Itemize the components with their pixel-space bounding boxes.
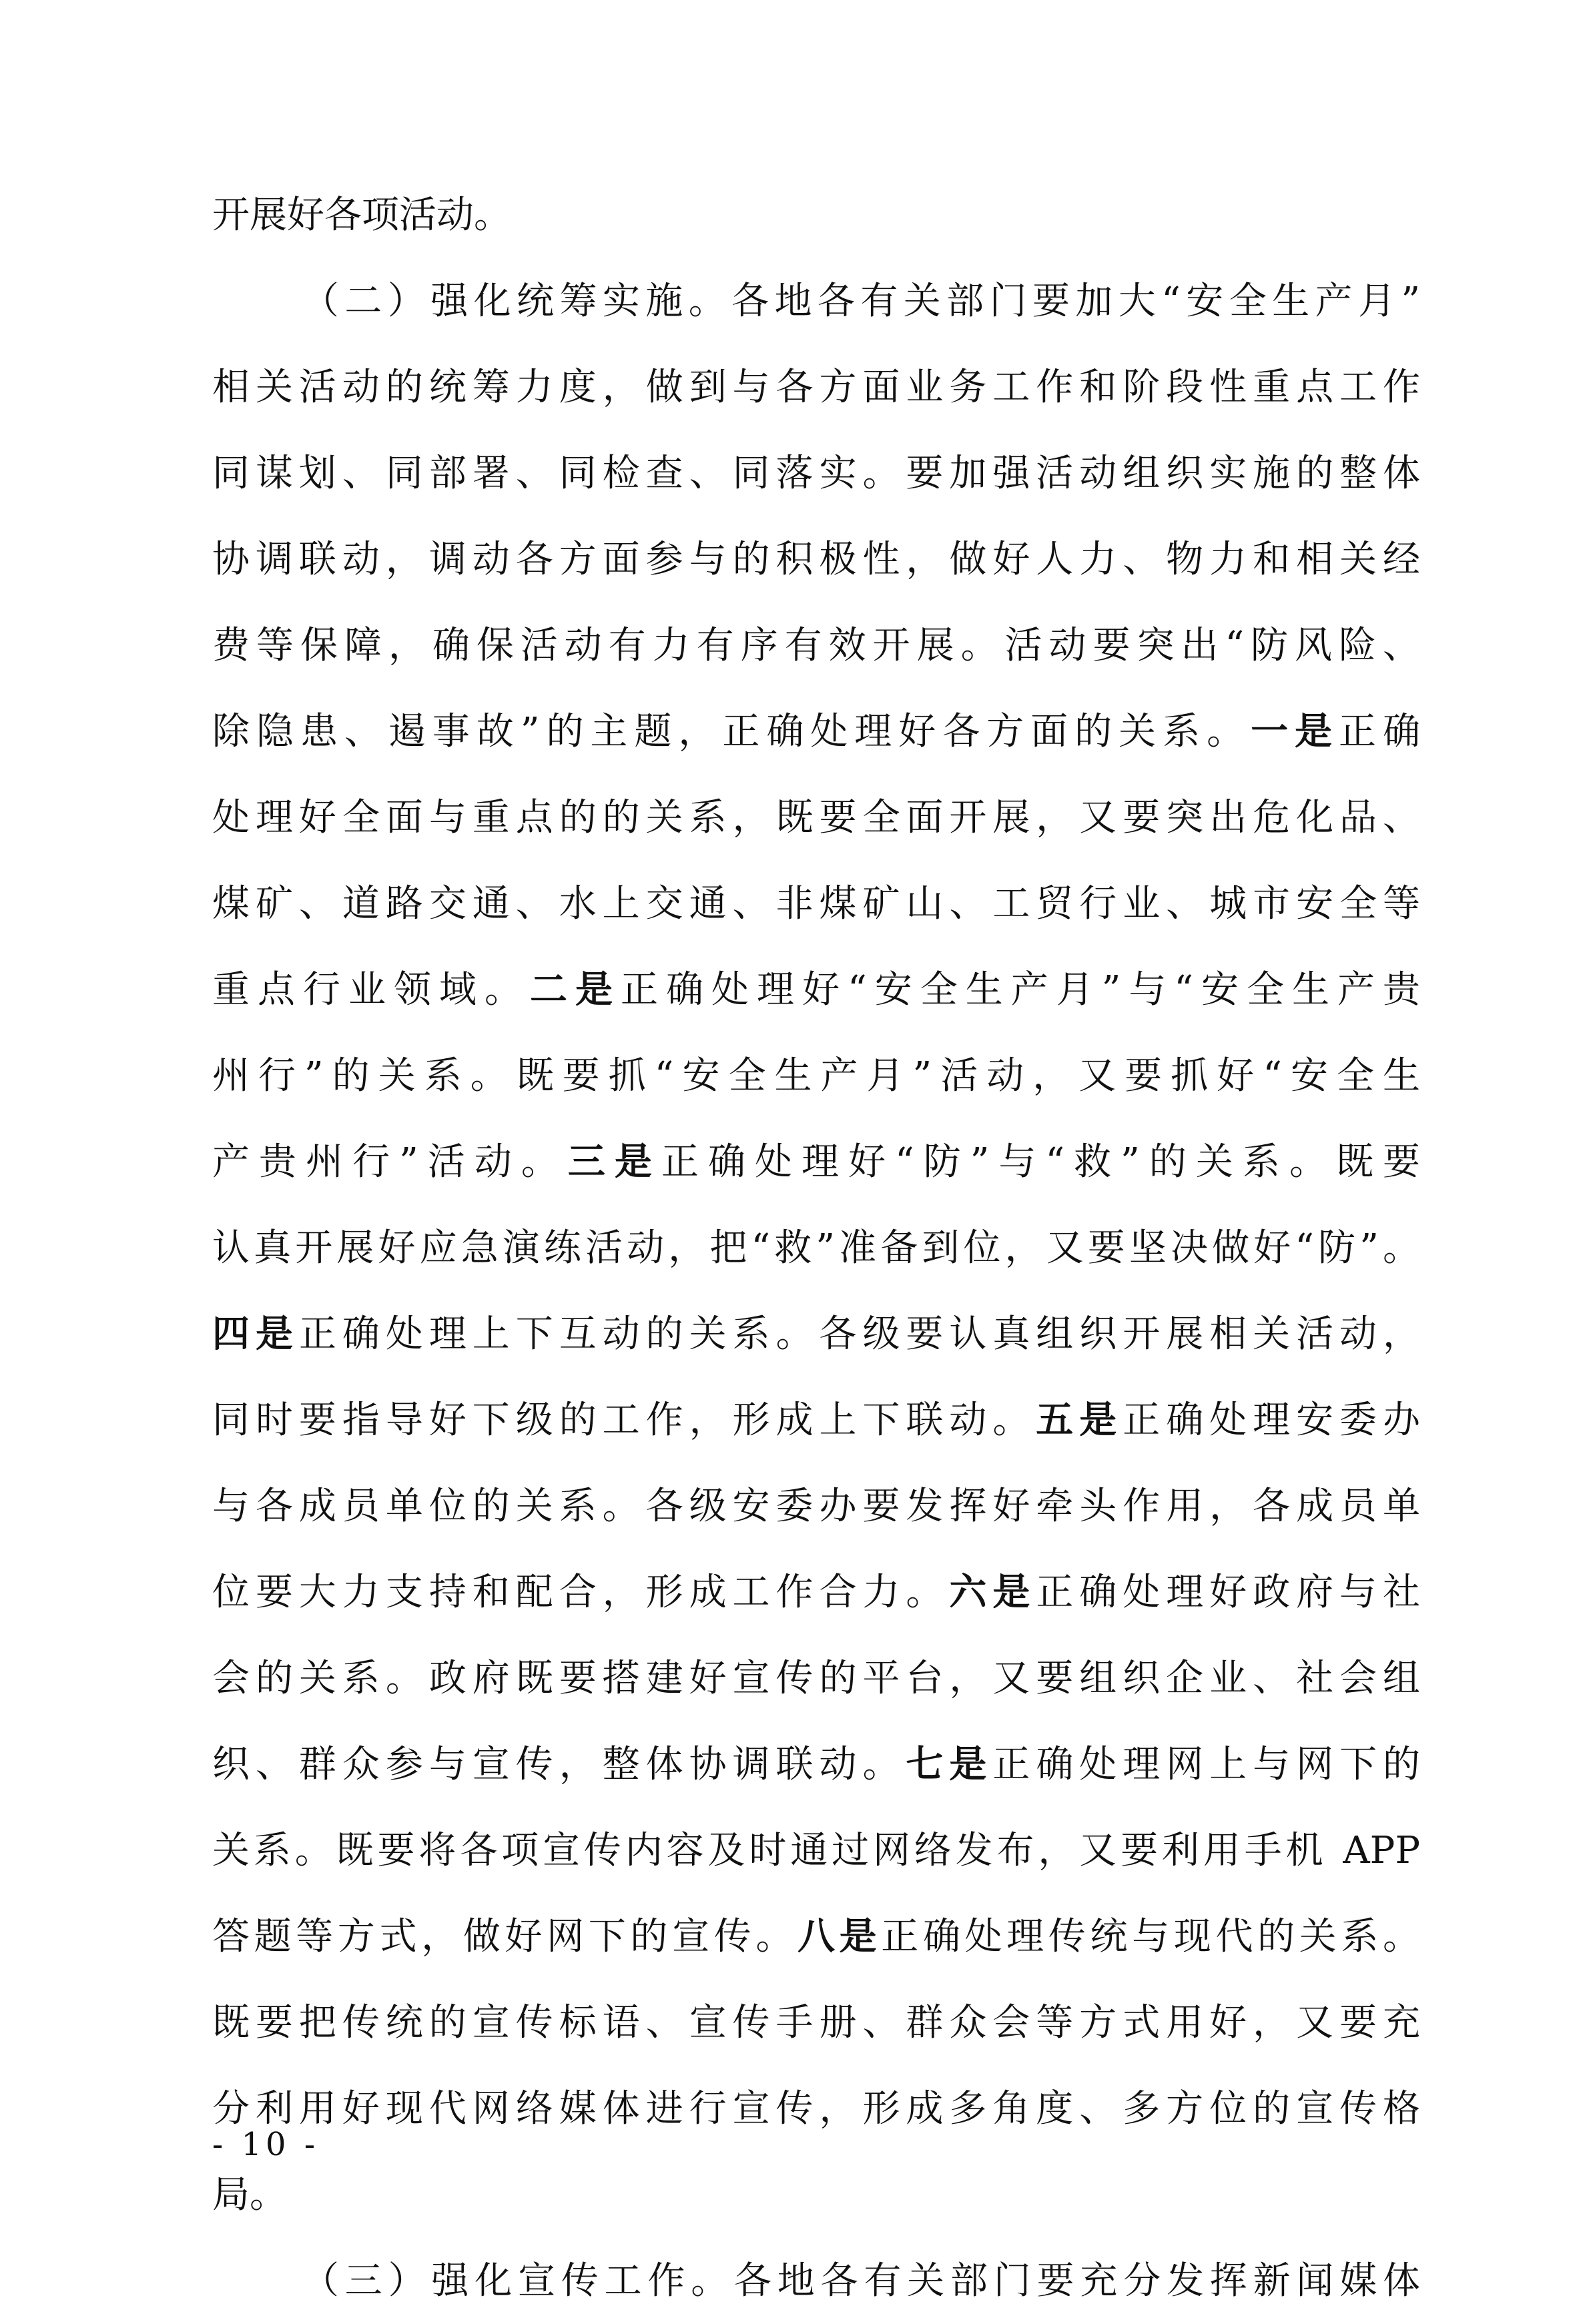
- text-segment: 认真开展好应急演练活动，把“救”准备到位，又要坚决做好“防”。: [212, 1226, 1421, 1270]
- text-segment: 答题等方式，做好网下的宣传。: [212, 1915, 798, 1958]
- text-line: [212, 689, 1420, 775]
- body-text: [212, 172, 1420, 2324]
- text-segment: 会的关系。政府既要搭建好宣传的平台，又要组织企业、社会组: [212, 1657, 1420, 1700]
- text-line: [212, 861, 1420, 947]
- bold-marker: 五是: [1036, 1399, 1123, 1442]
- text-line: [212, 430, 1420, 516]
- text-segment: 同谋划、同部署、同检查、同落实。要加强活动组织实施的整体: [212, 452, 1420, 495]
- text-line: [212, 172, 1420, 258]
- text-segment: 分利用好现代网络媒体进行宣传，形成多角度、多方位的宣传格: [212, 2087, 1420, 2131]
- text-segment: 协调联动，调动各方面参与的积极性，做好人力、物力和相关经: [212, 538, 1420, 581]
- text-segment: 正确处理传统与现代的关系。: [881, 1915, 1421, 1958]
- text-line: [212, 775, 1420, 861]
- text-segment: 与各成员单位的关系。各级安委办要发挥好牵头作用，各成员单: [212, 1485, 1420, 1528]
- text-segment: 正确处理安委办: [1123, 1399, 1421, 1442]
- text-line: [212, 516, 1420, 603]
- text-segment: 同时要指导好下级的工作，形成上下联动。: [212, 1399, 1036, 1442]
- text-line: [212, 1721, 1420, 1808]
- text-line: [212, 1635, 1420, 1721]
- text-segment: 局。: [212, 2173, 287, 2217]
- bold-marker: 六是: [949, 1571, 1036, 1614]
- text-line: [212, 2238, 1420, 2324]
- text-segment: 织、群众参与宣传，整体协调联动。: [212, 1743, 906, 1786]
- text-segment: 费等保障，确保活动有力有序有效开展。活动要突出“防风险、: [212, 624, 1420, 667]
- text-segment: （三）强化宣传工作。各地各有关部门要充分发挥新闻媒体: [302, 2259, 1420, 2303]
- text-line: [212, 1808, 1420, 1894]
- text-line: [212, 1291, 1420, 1377]
- text-segment: 正确处理好“防”与“救”的关系。既要: [661, 1140, 1420, 1184]
- bold-marker: 四是: [212, 1312, 299, 1356]
- text-line: [212, 947, 1420, 1033]
- text-segment: 煤矿、道路交通、水上交通、非煤矿山、工贸行业、城市安全等: [212, 882, 1420, 925]
- text-segment: 既要把传统的宣传标语、宣传手册、群众会等方式用好，又要充: [212, 2001, 1420, 2044]
- text-line: [212, 344, 1420, 430]
- text-line: [212, 1894, 1420, 1980]
- text-segment: 重点行业领域。: [212, 968, 531, 1012]
- text-line: [212, 258, 1420, 344]
- text-segment: 开展好各项活动。: [212, 193, 511, 237]
- text-segment: 位要大力支持和配合，形成工作合力。: [212, 1571, 950, 1614]
- bold-marker: 一是: [1251, 710, 1339, 753]
- text-segment: 正确处理好“安全生产月”与“安全生产贵: [621, 968, 1421, 1012]
- text-line: [212, 2066, 1420, 2152]
- text-line: [212, 603, 1420, 689]
- text-line: [212, 1463, 1420, 1549]
- text-line: [212, 1377, 1420, 1463]
- bold-marker: 三是: [567, 1140, 661, 1184]
- text-segment: 正确处理网上与网下的: [992, 1743, 1421, 1786]
- page-number: - 10 -: [212, 2126, 320, 2163]
- bold-marker: 八是: [798, 1915, 882, 1958]
- bold-marker: 二是: [530, 968, 621, 1012]
- text-line: [212, 1033, 1420, 1119]
- text-line: [212, 1980, 1420, 2066]
- text-segment: 产贵州行”活动。: [212, 1140, 568, 1184]
- text-segment: （二）强化统筹实施。各地各有关部门要加大“安全生产月”: [302, 280, 1420, 323]
- text-segment: 关系。既要将各项宣传内容及时通过网络发布，又要利用手机 APP: [212, 1829, 1420, 1872]
- text-segment: 相关活动的统筹力度，做到与各方面业务工作和阶段性重点工作: [212, 366, 1420, 409]
- text-segment: 正确处理上下互动的关系。各级要认真组织开展相关活动，: [298, 1312, 1421, 1356]
- text-line: [212, 1205, 1420, 1291]
- text-segment: 处理好全面与重点的的关系，既要全面开展，又要突出危化品、: [212, 796, 1420, 839]
- text-line: [212, 1549, 1420, 1635]
- text-segment: 除隐患、遏事故”的主题，正确处理好各方面的关系。: [212, 710, 1251, 753]
- text-segment: 州行”的关系。既要抓“安全生产月”活动，又要抓好“安全生: [212, 1054, 1420, 1098]
- text-line: [212, 1119, 1420, 1205]
- text-line: [212, 2152, 1420, 2238]
- text-segment: 正确: [1339, 710, 1420, 753]
- bold-marker: 七是: [906, 1743, 993, 1786]
- text-segment: 正确处理好政府与社: [1036, 1571, 1421, 1614]
